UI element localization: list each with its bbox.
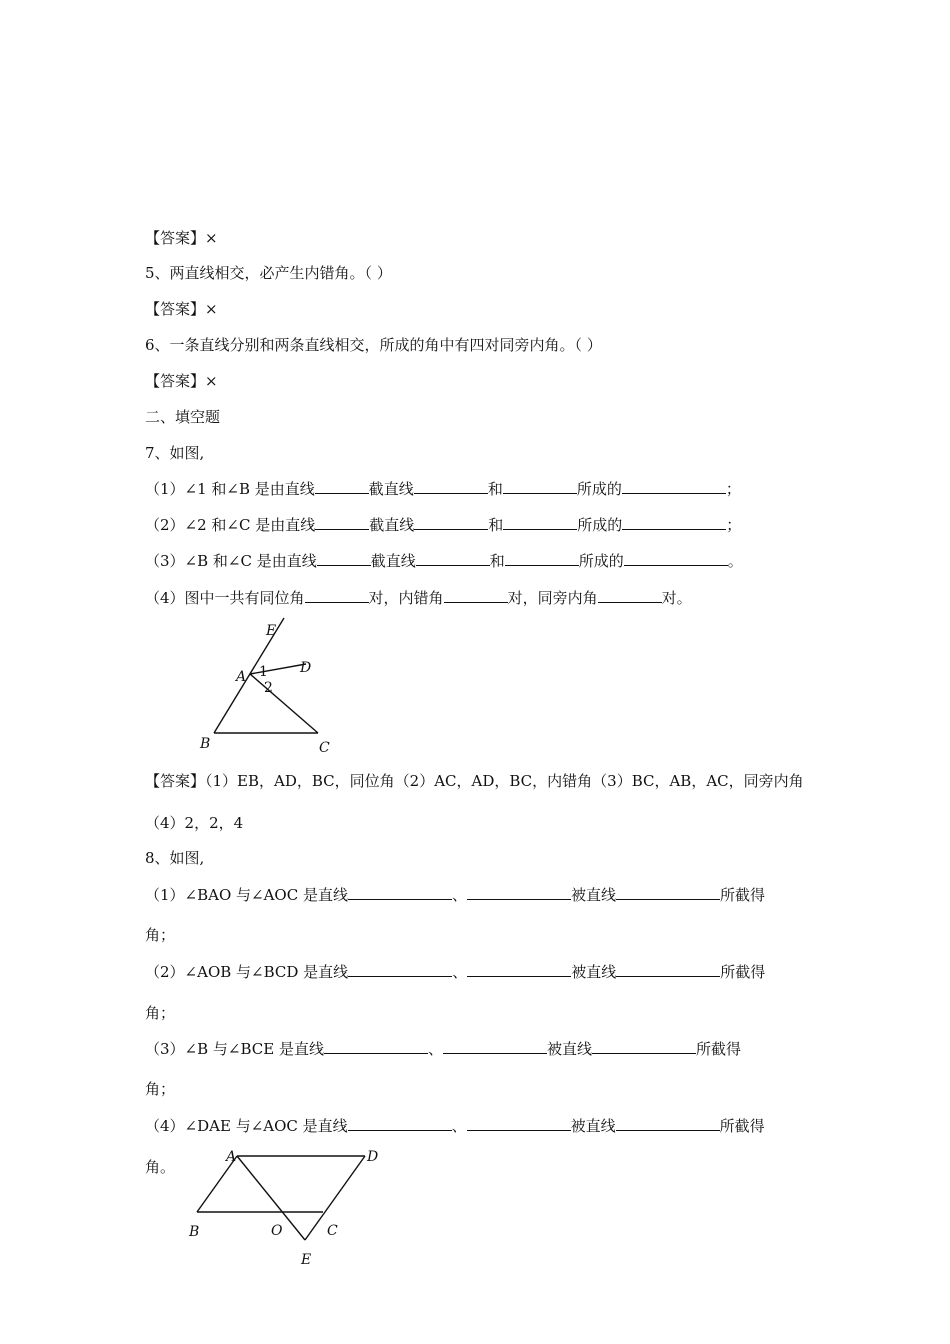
label-B: B	[200, 736, 211, 752]
line-AC	[250, 674, 318, 733]
question-7-part-4: （4）图中一共有同位角 对，内错角 对，同旁内角 对。	[145, 589, 692, 607]
label-E: E	[266, 623, 277, 639]
blank[interactable]	[467, 885, 571, 900]
blank[interactable]	[467, 1116, 571, 1131]
label-C: C	[327, 1223, 338, 1239]
question-7-part-2: （2）∠2 和∠C 是由直线 截直线 和 所成的 ；	[145, 516, 742, 534]
question-8-part-4: （4）∠DAE 与∠AOC 是直线 、 被直线 所截得	[145, 1117, 765, 1135]
question-5: 5、两直线相交，必产生内错角。（ ）	[145, 264, 392, 282]
blank[interactable]	[348, 885, 452, 900]
question-8-part-4-end: 角。	[145, 1158, 176, 1176]
label-C: C	[319, 740, 330, 756]
question-7-title: 7、如图,	[145, 444, 205, 462]
question-7-part-1: （1）∠1 和∠B 是由直线 截直线 和 所成的 ；	[145, 480, 741, 498]
label-angle-2: 2	[264, 680, 273, 696]
answer-mark: 【答案】×	[145, 229, 218, 247]
question-8-title: 8、如图,	[145, 849, 205, 867]
label-E: E	[301, 1252, 312, 1268]
label-A: A	[236, 669, 247, 685]
blank[interactable]	[348, 962, 452, 977]
blank[interactable]	[616, 885, 720, 900]
blank[interactable]	[348, 1116, 452, 1131]
blank[interactable]	[616, 962, 720, 977]
label-D: D	[367, 1149, 379, 1165]
label-angle-1: 1	[259, 664, 268, 680]
label-B: B	[189, 1224, 200, 1240]
label-A: A	[226, 1149, 237, 1165]
blank[interactable]	[592, 1039, 696, 1054]
question-8-part-2: （2）∠AOB 与∠BCD 是直线 、 被直线 所截得	[145, 963, 766, 981]
question-7-answer-cont: （4）2，2，4	[145, 814, 244, 832]
blank[interactable]	[324, 1039, 428, 1054]
question-8-part-2-end: 角；	[145, 1004, 176, 1022]
label-O: O	[271, 1223, 283, 1239]
label-D: D	[300, 660, 312, 676]
question-8-part-3-end: 角；	[145, 1080, 176, 1098]
blank[interactable]	[443, 1039, 547, 1054]
question-7-part-3: （3）∠B 和∠C 是由直线 截直线 和 所成的 。	[145, 552, 743, 570]
section-title: 二、填空题	[145, 408, 221, 426]
question-6: 6、一条直线分别和两条直线相交，所成的角中有四对同旁内角。（ ）	[145, 336, 602, 354]
question-7-answer: 【答案】（1）EB，AD，BC，同位角（2）AC，AD，BC，内错角（3）BC，AB，AC，同旁内角	[145, 772, 804, 790]
question-8-part-1: （1）∠BAO 与∠AOC 是直线 、 被直线 所截得	[145, 886, 766, 904]
answer-mark: 【答案】×	[145, 372, 218, 390]
blank[interactable]	[467, 962, 571, 977]
answer-mark: 【答案】×	[145, 300, 218, 318]
blank[interactable]	[616, 1116, 720, 1131]
question-8-part-3: （3）∠B 与∠BCE 是直线 、 被直线 所截得	[145, 1040, 742, 1058]
question-8-part-1-end: 角；	[145, 926, 176, 944]
